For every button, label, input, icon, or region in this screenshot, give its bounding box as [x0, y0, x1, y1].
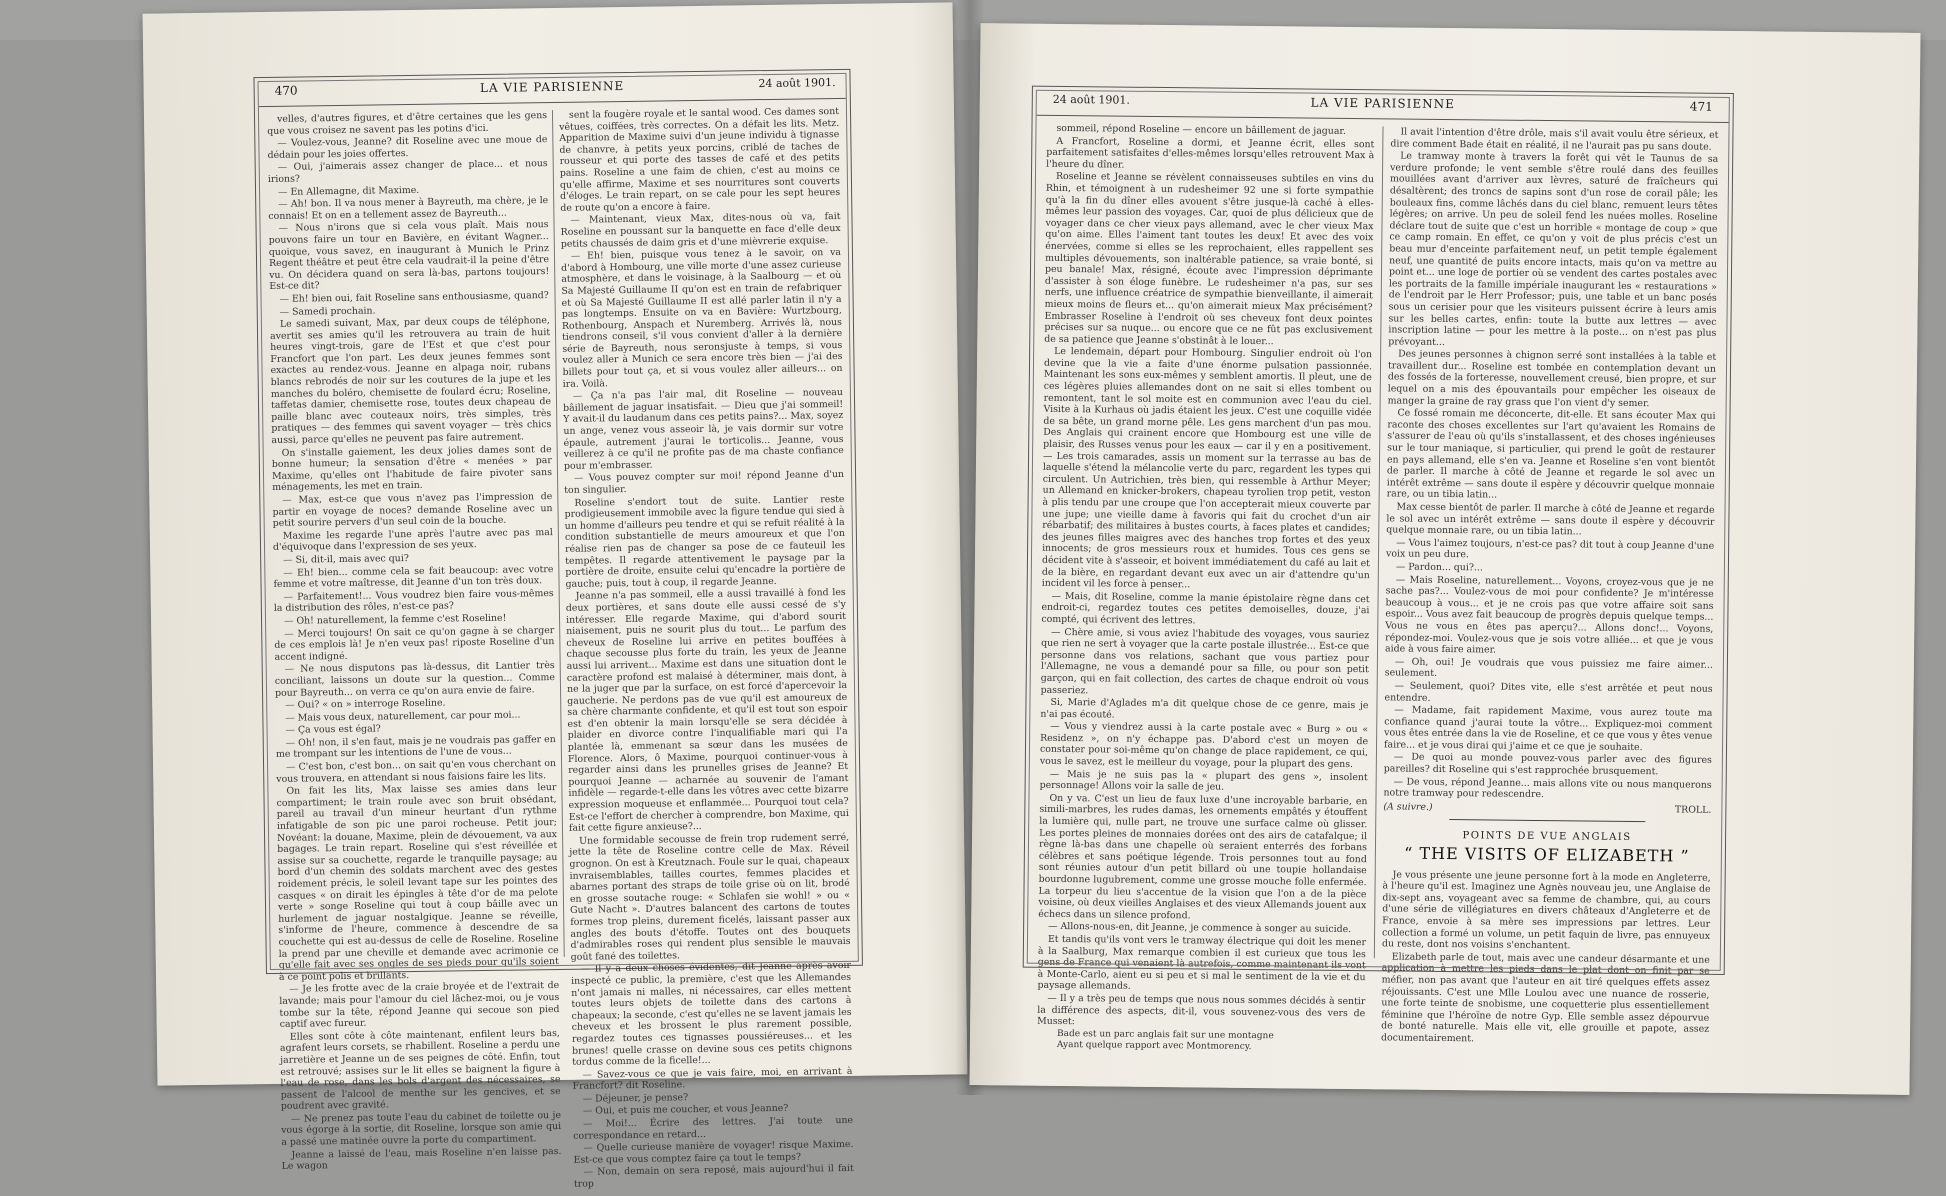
paragraph: — Madame, fait rapidement Maxime, vous aurez toute ma confiance quand j'aurai toute la vôtre... Expliquez-moi comment vous êtes entrée dans la vie de Roseline, et ce que vous y êtes venue faire... et je vous dirai qui j'aime et ce que je souhaite.: [1383, 704, 1713, 753]
paragraph: — Parfaitement!... Vous voudrez bien faire vous-mêmes la distribution des rôles, n'est-ce pas?: [273, 587, 554, 615]
author-signature: TROLL.: [1674, 804, 1712, 816]
paragraph: — Oh, oui! Je voudrais que vous puissiez me faire aimer... seulement.: [1384, 656, 1713, 680]
paragraph: — Chère amie, si vous aviez l'habitude des voyages, vous sauriez que rien ne sert à voyager que la carte postale illustrée... Est-ce que personne dans vos relations, sachant que vous partiez pour l'Allemagne, ne vous a demandé pour sa fille, ou pour son petit garçon, qui en fait collection, des cartes de chaque endroit où vous passeriez.: [1040, 626, 1370, 696]
paragraph: — Allons-nous-en, dit Jeanne, je commence à songer au suicide.: [1048, 921, 1352, 936]
paragraph: — Oui, et puis me coucher, et vous Jeanne?: [582, 1103, 789, 1118]
paragraph: — Mais Roseline, naturellement... Voyons, croyez-vous que je ne sache pas?... Voulez-vous de moi pour confidente? Je m'intéresse beaucoup à vous... et je ne crois pas que votre affaire soit sans espoir... Vous avez fait beaucoup de progrès depuis quelque temps... Vous ne vous en êtes pas aperçu?... Allons donc!... Voyons, répondez-moi. Voulez-vous que je sois votre alliée... et que je vous aide à vous faire aimer.: [1384, 574, 1714, 656]
paragraph: Une formidable secousse de frein trop rudement serré, jette la tête de Roseline contre celle de Max. Réveil grognon. On est à Kreutznach. Foule sur le quai, chapeaux invraisemblables, tailles courtes, femmes placides et abarnes portant des straps de toile grise où on lit, brodé en grosse soutache rouge: « Schlafen sie wohl! » ou « Gute Nacht ». D'autres balancent des cartons de toutes formes trop pleins, durement ficelés, laissant passer aux angles des bouts d'étoffe. Toutes ont des bouquets d'admirables roses qui rendent plus sensible le mauvais goût fané des toilettes.: [569, 831, 851, 963]
paragraph: On y va. C'est un lieu de faux luxe d'une incroyable barbarie, en simili-marbres, les rudes damas, les ornements empâtés y étouffent la lumière qui, nulle part, ne trouve une surface calme où glisser. Les portes pleines de monnaies dorées ont des airs de catafalque; il règne là-bas dans une chapelle où seraient enterrés des forbans célèbres et sans poétique légende. Trois personnes tout au fond sont réunies autour d'un petit billard où une toupie hollandaise bourdonne lugubrement, comme une grosse mouche folle enfermée. La torpeur du lieu s'accentue de la vision que l'on a de la pièce voisine, où deux vieilles Anglaises et des vieux Allemands jouent aux échecs dans un silence profond.: [1038, 792, 1368, 922]
column-divider: [1374, 126, 1384, 958]
article-body: [1381, 869, 1711, 1047]
paragraph: — De quoi au monde pouvez-vous parler avec des figures pareilles? dit Roseline qui s'est rapprochée brusquement.: [1383, 751, 1712, 778]
paragraph: — Ne prenez pas toute l'eau du cabinet de toilette ou je vous égorge à la sortie, dit Roseline, lorsque son amie qui a passé une matinée ouvre la porte du compartiment.: [281, 1109, 562, 1148]
article-title: “ THE VISITS OF ELIZABETH ”: [1404, 843, 1690, 866]
right-column-2-text: [1383, 126, 1718, 802]
paragraph: — Eh! bien... comme cela se fait beaucoup: avec votre femme et votre maîtresse, dit Jeanne d'un ton très doux.: [273, 563, 554, 591]
paragraph: Le tramway monte à travers la forêt qui vêt le Taunus de sa verdure profonde; le vent semble s'être roulé dans des feuilles mouillées avant d'arriver aux lèvres, saturé de fraîcheurs qui désaltèrent; des troncs de sapins sont d'un rose de corail pâle; les bouleaux fins, comme lâchés dans du ciel blanc, remuent leurs têtes légères; on arrive. Un peu de soleil fend les nuées molles. Roseline déclare tout de suite que c'est un horrible « montage de coup » que ce camp romain. En effet, ce qu'on y voit de plus précis c'est un beau mur d'enceinte parfaitement neuf, un petit temple également neuf, une quantité de puits encore intacts, mais qu'on va mettre au point et... une loge de portier où se vendent des cartes postales avec les portraits de la famille impériale inaugurant les « restaurations » de l'endroit par le Herr Professor; puis, une table et un banc posés sous un cerisier pour que les visiteurs puissent écrire à leurs amis sur les belles cartes, enfin: toute la butte aux lettres — avec inscription latine — pour les mettre à la poste... on n'est pas plus prévoyant...: [1388, 150, 1719, 348]
paragraph: Max cesse bientôt de parler. Il marche à côté de Jeanne et regarde le sol avec un intérêt extrême — sans doute il espère y découvrir quelque monnaie rare, ou un tibia latin...: [1386, 501, 1715, 538]
paragraph: — Merci toujours! On sait ce qu'on gagne à se charger de ces emplois là! Je n'en veux pas! riposte Roseline d'un accent indigné.: [274, 624, 555, 663]
verse-line: Bade est un parc anglais fait sur une montagne: [1056, 1028, 1274, 1041]
page-number: 470: [274, 83, 298, 98]
paragraph: — Ne nous disputons pas là-dessus, dit Lantier très conciliant, laissons un doute sur la question... Comme pour Bayreuth... on verra ce qu'on aura envie de faire.: [274, 660, 555, 699]
paragraph: — Mais je ne suis pas la « plupart des gens », insolent personnage! Allons voir la salle de jeu.: [1039, 768, 1368, 793]
paragraph: — Maintenant, vieux Max, dites-nous où va, fait Roseline en poussant sur la banquette en face d'elle deux petits chaussés de daim gris et d'une mièvrerie exquise.: [560, 211, 841, 250]
paragraph: sent la fougère royale et le santal wood. Ces dames sont vêtues, coiffées, très correctes. On a défait les lits. Metz. Apparition de Maxime suivi d'un jeune individu à tignasse de chanvre, à petits yeux porcins, criblé de taches de rousseur et qui porte des tasses de café et des petits pains. Roseline a une faim de chien, c'est au moins ce qu'elle affirme, Maxime et ses nourritures sont couverts d'éloges. Le train repart, on se cale pour les sept heures de route qu'on a encore à faire.: [559, 105, 841, 214]
right-page-frame: [1023, 86, 1734, 1052]
journal-title: LA VIE PARISIENNE: [479, 78, 625, 96]
paragraph: Il avait l'intention d'être drôle, mais s'il avait voulu être sérieux, et dire comment Bade était en réalité, il ne l'aurait pas pu sans doute.: [1390, 126, 1719, 153]
paragraph: — Oh! non, il s'en faut, mais je ne voudrais pas gaffer en me trompant sur les intentions de l'une de vous...: [275, 733, 556, 761]
section-rule: [1449, 819, 1646, 822]
paragraph: — Ça n'a pas l'air mal, dit Roseline — nouveau bâillement de jaguar insatisfait. — Dieu que j'ai sommeil! Y avait-il du laudanum dans ces petits pains?... Max, soyez un ange, venez vous asseoir là, je vais dormir sur votre épaule, autrement j'aurai le torticolis... Jeanne, vous veillerez à ce qu'il ne profite pas de ma chaste confiance pour m'embrasser.: [563, 387, 844, 472]
paragraph: Elles sont côte à côte maintenant, enfilent leurs bas, agrafent leurs corsets, se rhabillent. Roseline a perdu une jarretière et Jeanne un de ses peignes de côté. Enfin, tout est retrouvé; assises sur le lit elles se baignent la figure à l'eau de rose, dans les bols d'argent des nécessaires, se passent de l'alcool de menthe sur les gencives, et se poudrent avec gravité.: [279, 1027, 561, 1113]
paragraph: — Savez-vous ce que je vais faire, moi, en arrivant à Francfort? dit Roseline.: [572, 1065, 853, 1093]
verse-line: Ayant quelque rapport avec Montmorency.: [1056, 1039, 1252, 1052]
right-page-header: [1033, 93, 1733, 118]
paragraph: Jeanne a laissé de l'eau, mais Roseline n'en laisse pas. Le wagon: [281, 1145, 562, 1173]
paragraph: Roseline et Jeanne se révèlent connaisseuses subtiles en vins du Rhin, et témoignent à un rudesheimer 92 une si forte sympathie qu'à la fin du dîner elles avouent s'être jusque-là caché à elles-mêmes leur passion des voyages. Car, quoi de plus délicieux que de voyager dans ce cher vieux pays allemand, avec le cher vieux Max qu'on aime. Elles l'aiment tant toutes les deux! Et avec des voix énervées, comme si elles se les reprochaient, elles rappellent ses multiples dévouements, son inaltérable patience, sa vraie bonté, si peu banale! Max, résigné, écoute avec l'impression déprimante d'assister à son éloge funèbre. Le rudesheimer n'a pas, sur ses nerfs, une influence créatrice de sympathie bienveillante, il aimerait mieux moins de fleurs et... qu'on aimerait mieux Max précisément? Embrasser Roseline à l'endroit où ses cheveux font deux pointes précises sur sa nuque... ou encore que ce ne fût pas exclusivement de sa patience que Jeanne s'obstinât à le louer...: [1044, 171, 1375, 347]
paragraph: — Max, est-ce que vous n'avez pas l'impression de partir en voyage de noces? demande Roseline avec un petit sourire pervers d'un seul coin de la bouche.: [272, 491, 553, 530]
paragraph: — Vous l'aimez toujours, n'est-ce pas? dit tout à coup Jeanne d'une voix un peu dure.: [1385, 537, 1715, 561]
journal-title: LA VIE PARISIENNE: [1310, 95, 1455, 112]
paragraph: — Eh! bien, puisque vous tenez à le savoir, on va d'abord à Hombourg, une ville morte d'une assez curieuse atmosphère, et dans le voisinage, à la Saalbourg — et où Sa Majesté Guillaume II qu'on est en train de refabriquer et où Sa Majesté Guillaume II est allé parler latin il n'y a pas longtemps. Ensuite on va en Bavière: Wurtzbourg, Rothenbourg, Anspach et Nuremberg. Arrivés là, nous tiendrons conseil, s'il vous convient d'aller à la dernière série de Bayreuth, nous seronsjuste à temps, si vous voulez aller à Munich ce sera encore très bien — j'ai des billets pour tout ça, et si vous voulez aller ailleurs... on ira. Voilà.: [561, 247, 843, 390]
paragraph: Ce fossé romain me déconcerte, dit-elle. Et sans écouter Max qui raconte des choses excellentes sur l'art qu'avaient les Romains de s'assurer de l'eau où qu'ils s'installassent, et des choses ingénieuses sur le tour maniaque, si particulier, qui prend le goût de restaurer en pays allemand, elle s'en va. Jeanne et Roseline s'en vont bientôt de parler. Il marche à côté de Jeanne et regarde le sol avec un intérêt extrême — sans doute il espère y découvrir quelque monnaie rare, ou un tibia latin...: [1386, 407, 1716, 501]
paragraph: — Ça vous est égal?: [285, 723, 381, 737]
paragraph: — Je les frotte avec de la craie broyée et de l'extrait de lavande; mais pour l'amour du ciel lâchez-moi, ou je vous tombe sur la tête, répond Jeanne qui secoue son pied captif avec fureur.: [279, 980, 560, 1031]
paragraph: — Vous y viendrez aussi à la carte postale avec « Burg » ou « Residenz », on n'y échappe pas. D'abord c'est un moyen de constater pour soi-même qu'on change de place rapidement, ce qui, vous le savez, est le meilleur du voyage, pour la plupart des gens.: [1039, 721, 1369, 771]
paragraph: Roseline s'endort tout de suite. Lantier reste prodigieusement immobile avec la figure tendue qui sied à un homme d'ailleurs peu tendre et qui se refuit réalité à la condition substantielle de meurs amoureux et que l'on réalise rien pas de changer sa pose de ce fauteuil les tempêtes. Il regarde attentivement le paysage par la portière de droite, ensuite celui qu'encadre la portière de gauche; puis, tout à coup, il regarde Jeanne.: [564, 493, 846, 590]
paragraph: — Oui, j'aimerais assez changer de place... et nous irions?: [267, 158, 548, 185]
paragraph: — Quelle curieuse manière de voyager! risque Maxime. Est-ce que vous comptez faire ça tout le temps?: [573, 1139, 854, 1166]
left-column-2: [559, 105, 854, 1190]
right-column-1-text: [1037, 123, 1374, 1031]
column-divider: [552, 110, 565, 957]
paragraph: — Il y a deux choses évidentes, dit Jeanne après avoir inspecté ce public, la première, c'est que les Allemandes n'ont jamais ni malles, ni nécessaires, car elles mettent toutes leurs objets de toilette dans des cartons à chapeaux; la seconde, c'est qu'elles ne se lavent jamais les cheveux et les brossent le plus rarement possible, regardez toutes ces tignasses poussiéreuses... et les brunes! quelle crasse on devine sous ces petits chignons tordus comme de la ficelle!...: [571, 960, 853, 1068]
paragraph: — Mais, dit Roseline, comme la manie épistolaire règne dans cet endroit-ci, regardez toutes ces petites demoiselles, douze, j'ai compté, qui écrivent des lettres.: [1041, 590, 1370, 627]
page-number: 471: [1689, 99, 1713, 114]
paragraph: A Francfort, Roseline a dormi, et Jeanne écrit, elles sont parfaitement satisfaites d'elles-mêmes lorsqu'elles retrouvent Max à l'heure du dîner.: [1046, 135, 1375, 171]
paragraph: — Ah! bon. Il va nous mener à Bayreuth, ma chère, je le connais! Et on en a tellement assez de Bayreuth...: [268, 195, 549, 222]
paragraph: — Moi!... Écrire des lettres. J'ai toute une correspondance en retard...: [573, 1114, 854, 1142]
header-rule: [259, 98, 846, 107]
to-be-continued: (A suivre.): [1383, 801, 1433, 813]
paragraph: — Oh! naturellement, la femme c'est Roseline!: [283, 612, 507, 627]
paragraph: — Samedi prochain.: [279, 304, 376, 318]
paragraph: Je vous présente une jeune personne fort à la mode en Angleterre, à l'heure qu'il est. Imaginez une Agnès nouveau jeu, une Anglaise de dix-sept ans, voyageant avec sa femme de chambre, qui, au cours d'une série de villégiatures en divers châteaux d'Angleterre et de France, envoie à sa mère ses impressions par lettres. Leur collection a formé un volume, un petit faquin de livre, pas ennuyeux du reste, dont nos voisins s'enchantent.: [1381, 869, 1711, 952]
paragraph: Et tandis qu'ils vont vers le tramway électrique qui doit les mener à la Saalburg, Max remarque combien il est curieux que tous les gens de France qui venaient là autrefois, comme maintenant ils vont à Monte-Carlo, aient eu si peu et si mal le sentiment de la vie et du paysage allemands.: [1037, 933, 1367, 993]
paragraph: — Si, dit-il, mais avec qui?: [283, 553, 409, 566]
issue-date: 24 août 1901.: [1052, 92, 1131, 107]
right-page: [969, 23, 1920, 1095]
verse-quote: [1037, 1028, 1365, 1053]
paragraph: Elizabeth parle de tout, mais avec une candeur désarmante et une application à mettre les pieds dans le plat dont on finit par se méfier, non pas avant que l'auteur en ait tiré quelques effets assez réjouissants. C'est une Mlle Loulou avec une nuance de rosserie, une forte teinte de snobisme, une coquetterie plus essentiellement féminine que l'héroïne de notre Gyp. Elle semble assez dépourvue de bonté naturelle. Mais elle vit, elle grouille et papote, assez documentairement.: [1380, 951, 1710, 1045]
header-rule: [1037, 115, 1729, 123]
paragraph: On fait les lits, Max laisse ses amies dans leur compartiment; le train roule avec son bruit obsédant, pareil au travail d'un mineur heurtant d'un rythme infatigable de son pic une paroi rocheuse. Petit jour; Novéant: la douane, Maxime, plein de dévouement, va aux bagages. Le train repart. Roseline qui s'est réveillée et assise sur sa couchette, regarde le tranquille paysage; au bord d'un chemin des soldats marchent avec des gestes roidement précis, le soleil levant tape sur les pointes des casques « on dirait les épingles à tête d'or de ma pelote verte » songe Roseline qui tout à coup bâille avec un hurlement de jaguar nostalgique. Jeanne se réveille, s'informe de l'heure, commence à descendre de sa couchette qui est au-dessus de celle de Roseline. Roseline la prend par une cheville et demande avec acrimonie ce qu'elle fait avec ses ongles de ses pieds pour qu'ils soient à ce point polis et brillants.: [276, 782, 559, 983]
paragraph: Maxime les regarde l'une après l'autre avec pas mal d'équivoque dans l'expression de ses yeux.: [272, 526, 553, 554]
right-column-1: [1037, 122, 1375, 1052]
right-column-2: [1380, 126, 1719, 1045]
paragraph: sommeil, répond Roseline — encore un bâillement de jaguar.: [1056, 122, 1346, 137]
paragraph: — En Allemagne, dit Maxime.: [277, 184, 420, 198]
paragraph: Des jeunes personnes à chignon serré sont installées à la table et travaillent dur... Roseline est tombée en contemplation devant un des fossés de la forteresse, nouvellement creusé, bien propre, et sur lequel on a mis des épouvantails pour empêcher les oiseaux de manger la graine de ray grass que l'on vient d'y semer.: [1387, 348, 1717, 409]
paragraph: — Il y a très peu de temps que nous nous sommes décidés à sentir la différence des aspects, dit-il, vous souvenez-vous des vers de Musset:: [1037, 992, 1366, 1028]
paragraph: — Non, demain on sera reposé, mais aujourd'hui il fait trop: [573, 1163, 854, 1190]
paragraph: Jeanne n'a pas sommeil, elle a aussi travaillé à fond les deux portières, et sans doute elle aussi cessé de s'y intéresser. Elle regarde Maxime, qui d'abord sourit niaisement, puis ne sourit plus du tout... Le parfum des cheveux de Roseline lui arrive en petites bouffées à chaque secousse plus forte du train, les yeux de Jeanne aussi lui arrivent... Maxime est dans une situation dont le caractère profond est malaisé à déterminer, mais dont, à ne la juger que par la surface, on est forcé d'apercevoir la gaucherie. Ne perdons pas de vue qu'il est amoureux de sa chère charmante confidente, et qu'il est tout son espoir est d'en obtenir la main lorsqu'elle se sera décidée à plaider en divorce contre l'inqualifiable mari qui l'a plantée là, emmenant sa sœur dans les musées de Florence. Alors, ô Maxime, pourquoi continuer-vous à regarder ainsi dans les prunelles grises de Jeanne? Et pourquoi Jeanne — acharnée au souvenir de l'amant infidèle — regarde-t-elle dans les vôtres avec cette bizarre expression moqueuse et enflammée... Pourquoi tout cela? Est-ce l'effort de chercher à comprendre, bon Maxime, qui fait cette figure anxieuse?...: [565, 587, 849, 835]
section-header: POINTS DE VUE ANGLAIS: [1462, 830, 1632, 844]
sign-off: [1383, 801, 1711, 816]
left-column-1: [267, 110, 562, 1173]
paragraph: Le lendemain, départ pour Hombourg. Singulier endroit où l'on devine que la vie a faite d'une énorme pulsation passionnée. Maintenant les sons eux-mêmes y semblent amortis. Il pleut, une de ces légères pluies allemandes dont on ne sait si elles tombent ou remontent, tant le sol moite est en communion avec l'eau du ciel. Visite à la Kurhaus où jadis étaient les jeux. C'est une coquille vidée de sa bête, un grand morne pêle. Les gens marchent d'un pas mou. Des Anglais qui crainent encore que Hombourg est une ville de plaisir, des Russes venus pour les eaux — car il y en a positivement. — Les trois camarades, assis un moment sur la terrasse au bas de laquelle s'étend la mélancolie verte du parc, regardent les types qui circulent. Un Autrichien, très bien, qui ressemble à Arthur Meyer; un Allemand en knicker-brokers, chapeau tyrolien trop petit, veston à plis tendu par une croupe que l'on accepterait mieux couverte par une jupe; une vieille dame à favoris qui fait du crochet d'un air rébarbatif; des militaires à bustes courts, à faces plates et candides; des jeunes filles maigres avec des hanches trop fortes et des yeux innocents; de gros messieurs roux et humides. Tous ces gens se décident vite à s'asseoir, et boivent immédiatement du café au lait et de la bière, en regardant devant eux avec un air d'attendre qu'un incident vil les force à penser...: [1041, 346, 1373, 591]
left-page-frame: [253, 69, 862, 1190]
left-page-header: [255, 76, 850, 102]
paragraph: — Nous n'irons que si cela vous plaît. Mais nous pouvons faire un tour en Bavière, en évitant Wagner... quoique, vous savez, en inaugurant à Munich le Prinz Regent théâtre et peut être cela vaudrait-il la peine d'être vu. On décidera quand on sera là-bas, partons toujours! Est-ce dit?: [268, 219, 550, 293]
paragraph: — De vous, répond Jeanne... mais allons vite ou nous manquerons notre tramway pour redescendre.: [1383, 776, 1712, 801]
paragraph: — Mais vous deux, naturellement, car pour moi...: [285, 709, 521, 724]
paragraph: — Oui? « on » interroge Roseline.: [285, 697, 446, 711]
paragraph: — Pardon... qui?...: [1395, 561, 1483, 574]
paragraph: — Seulement, quoi? Dites vite, elle s'est arrêtée et peut nous entendre.: [1384, 680, 1713, 704]
paragraph: — Voulez-vous, Jeanne? dit Roseline avec une moue de dédain pour les joies offertes.: [267, 134, 548, 161]
paragraph: — Déjeuner, je pense?: [582, 1092, 689, 1105]
paragraph: Le samedi suivant, Max, par deux coups de téléphone, avertit ses amies qu'il les retrouvera au train de huit heures vingt-trois, gare de l'Est et que c'est pour Francfort que l'on part. Les deux jeunes femmes sont exactes au rendez-vous. Jeanne en alpaga noir, rubans blancs rebrodés de noir sur les coutures de la jupe et les manches du boléro, chemisette de foulard écru; Roseline, taffetas damier, chemisette rose, toutes deux chapeau de paille blanc avec couteaux noirs, très simples, très pratiques — des femmes qui savent voyager — très chics aussi, parce qu'elles ne peuvent pas faire autrement.: [269, 315, 552, 446]
paragraph: On s'installe gaiement, les deux jolies dames sont de bonne humeur; la sensation d'être « menées » par Maxime, qu'elles ont l'habitude de faire pivoter sans ménagements, les met en train.: [271, 443, 553, 494]
paragraph: — Vous pouvez compter sur moi! répond Jeanne d'un ton singulier.: [564, 469, 845, 496]
issue-date: 24 août 1901.: [758, 76, 836, 91]
paragraph: — C'est bon, c'est bon... on sait qu'en vous cherchant on vous trouvera, en attendant si nous faisions faire les lits.: [276, 758, 557, 785]
paragraph: velles, d'autres figures, et d'être certaines que les gens que vous croisez ne savent pas les potins d'ici.: [267, 110, 548, 137]
paragraph: — Eh! bien oui, fait Roseline sans enthousiasme, quand?: [279, 289, 549, 305]
paragraph: Si, Marie d'Aglades m'a dit quelque chose de ce genre, mais je n'ai pas écouté.: [1040, 696, 1369, 721]
left-page: [143, 2, 968, 1190]
